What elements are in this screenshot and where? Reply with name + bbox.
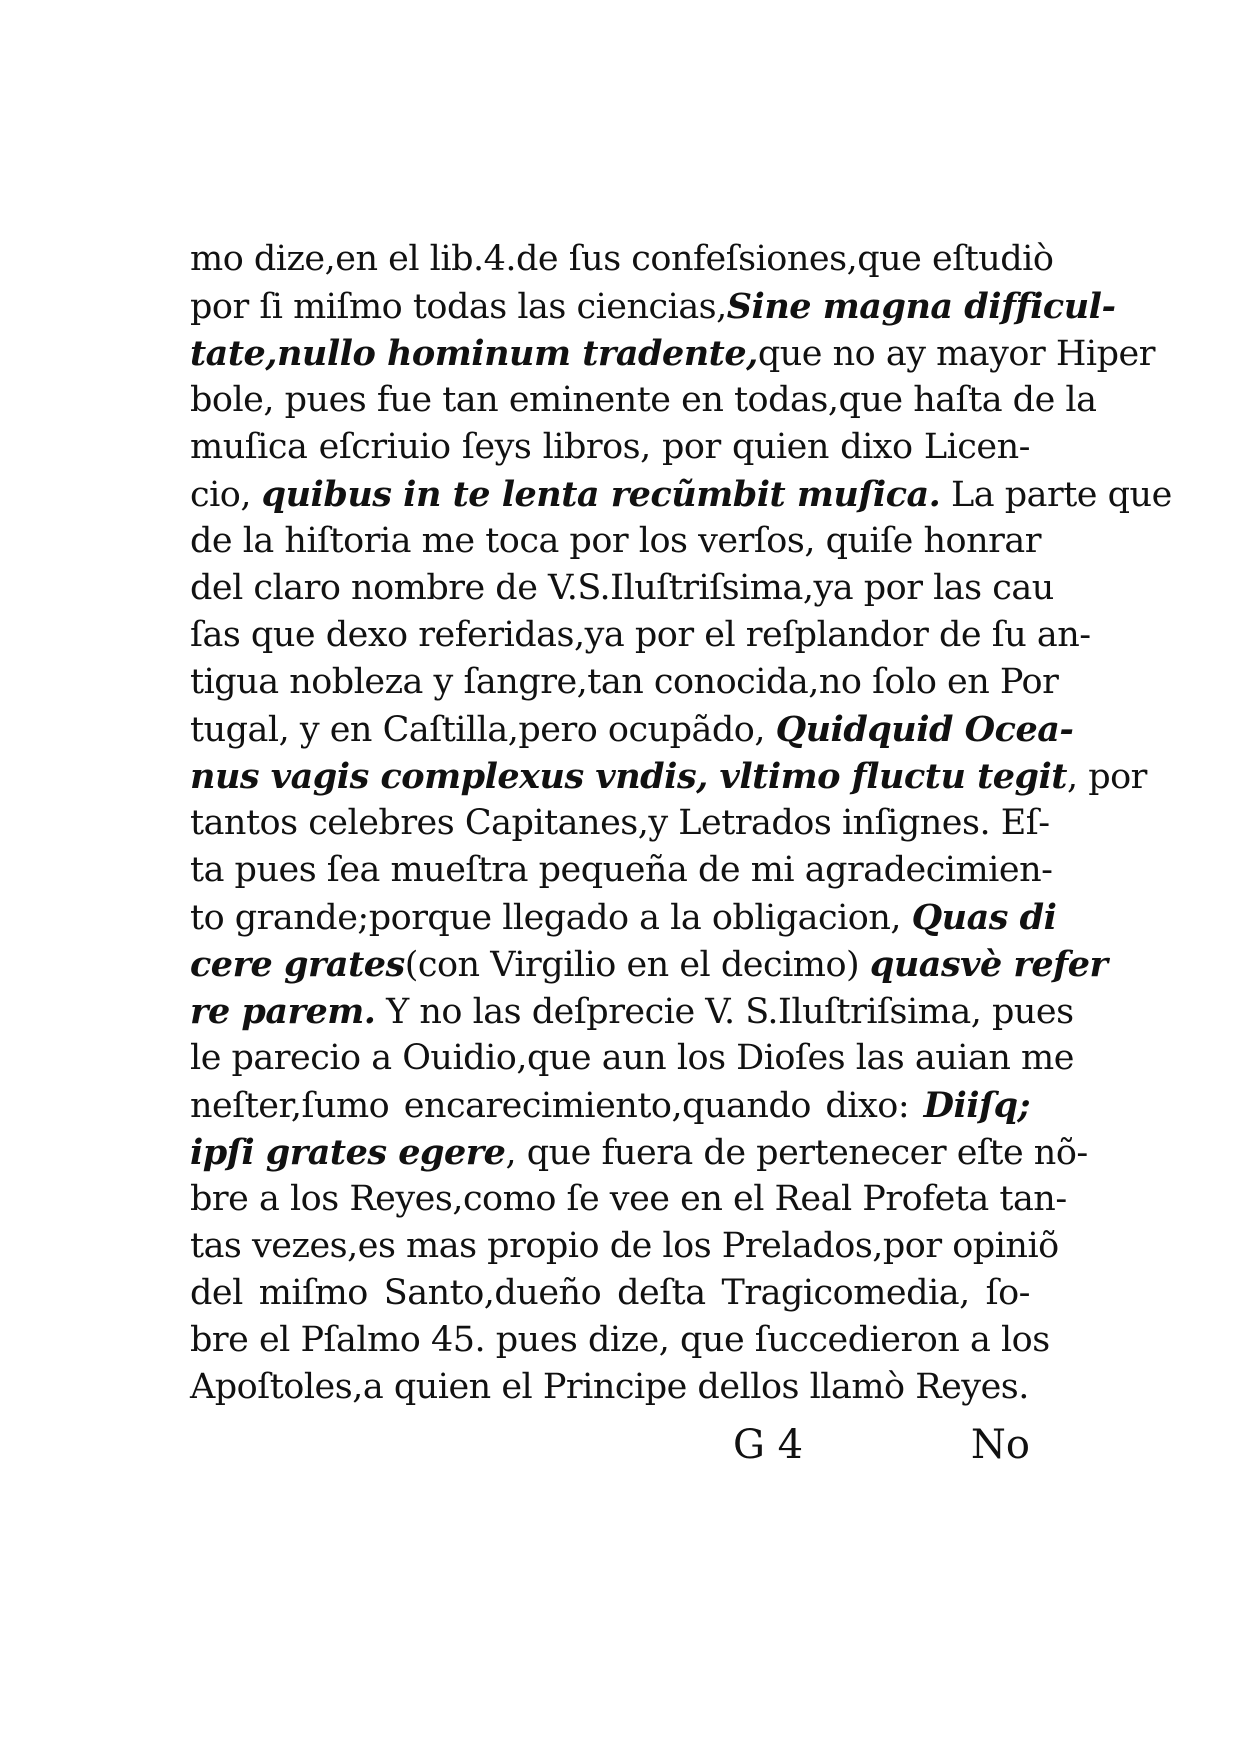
text-segment: tantos celebres Capitanes,y Letrados inſignes. Eſ- bbox=[190, 803, 1050, 843]
text-segment: que no ay mayor Hiper bbox=[757, 334, 1155, 374]
text-segment: neſter,ſumo encarecimiento,quando dixo: bbox=[190, 1086, 924, 1126]
text-segment: mo dize,en el lib.4.de ſus confeſsiones,que eſtudiò bbox=[190, 239, 1054, 279]
text-line bbox=[190, 1270, 1030, 1317]
text-segment: de la hiſtoria me toca por los verſos, quiſe honrar bbox=[190, 521, 1041, 561]
text-line bbox=[190, 1082, 1030, 1129]
text-segment: Apoſtoles,a quien el Principe dellos llamò Reyes. bbox=[190, 1367, 1029, 1407]
text-line bbox=[190, 706, 1074, 753]
text-segment: tas vezes,es mas propio de los Prelados,por opiniõ bbox=[190, 1226, 1059, 1266]
text-line bbox=[190, 1129, 1088, 1176]
text-segment: tigua nobleza y ſangre,tan conocida,no ſolo en Por bbox=[190, 662, 1059, 702]
text-segment: del miſmo Santo,dueño deſta Tragicomedia, ſo- bbox=[190, 1273, 1030, 1313]
text-segment: ta pues ſea mueſtra pequeña de mi agradecimien- bbox=[190, 850, 1053, 890]
text-segment: bole, pues fue tan eminente en todas,que haſta de la bbox=[190, 380, 1097, 420]
text-line bbox=[190, 330, 1155, 377]
text-line bbox=[190, 236, 1054, 283]
latin-quote: Diiſq; bbox=[923, 1085, 1030, 1126]
text-segment: to grande;porque llegado a la obligacion, bbox=[190, 898, 912, 938]
text-line bbox=[190, 1223, 1059, 1270]
text-segment: , por bbox=[1066, 757, 1147, 797]
text-line bbox=[190, 612, 1091, 659]
body-text bbox=[190, 236, 1172, 1411]
text-line bbox=[190, 659, 1059, 706]
text-segment: Y no las deſprecie V. S.Iluſtriſsima, pues bbox=[375, 992, 1074, 1032]
page-footer bbox=[190, 1422, 1030, 1482]
text-segment: bre a los Reyes,como ſe vee en el Real Profeta tan- bbox=[190, 1179, 1067, 1219]
text-line bbox=[190, 1176, 1067, 1223]
latin-quote: re parem. bbox=[190, 991, 376, 1032]
latin-quote: Quas di bbox=[911, 897, 1057, 938]
text-line bbox=[190, 283, 1116, 330]
text-segment: (con Virgilio en el decimo) bbox=[404, 945, 870, 985]
text-line bbox=[190, 894, 1057, 941]
text-segment: cio, bbox=[190, 475, 262, 515]
catchword: No bbox=[970, 1422, 1030, 1468]
text-line bbox=[190, 518, 1041, 565]
text-segment: muſica eſcriuio ſeys libros, por quien dixo Licen- bbox=[190, 427, 1030, 467]
text-segment: , que fuera de pertenecer eſte nõ- bbox=[505, 1133, 1088, 1173]
text-segment: ſas que dexo referidas,ya por el reſplandor de ſu an- bbox=[190, 615, 1091, 655]
text-line bbox=[190, 1364, 1030, 1411]
text-line bbox=[190, 565, 1054, 612]
text-line bbox=[190, 377, 1097, 424]
latin-quote: Quidquid Ocea- bbox=[775, 709, 1074, 750]
text-segment: bre el Pſalmo 45. pues dize, que ſuccedieron a los bbox=[190, 1320, 1050, 1360]
text-line bbox=[190, 847, 1053, 894]
latin-quote: quibus in te lenta recũmbit muſica. bbox=[261, 474, 941, 515]
text-line bbox=[190, 424, 1030, 471]
latin-quote: tate,nullo hominum tradente, bbox=[190, 333, 758, 374]
latin-quote: Sine magna difficul- bbox=[726, 286, 1116, 327]
text-line bbox=[190, 941, 1108, 988]
text-segment: del claro nombre de V.S.Iluſtriſsima,ya por las cau bbox=[190, 568, 1054, 608]
latin-quote: quasvè refer bbox=[869, 944, 1108, 985]
text-segment: La parte que bbox=[940, 475, 1172, 515]
latin-quote: cere grates bbox=[190, 944, 405, 985]
text-segment: por ſi miſmo todas las ciencias, bbox=[190, 287, 727, 327]
latin-quote: nus vagis complexus vndis, vltimo fluctu tegit bbox=[190, 756, 1067, 797]
latin-quote: ipſi grates egere bbox=[190, 1132, 506, 1173]
text-segment: le parecio a Ouidio,que aun los Dioſes las auian me bbox=[190, 1038, 1074, 1078]
text-line bbox=[190, 1317, 1050, 1364]
signature-mark: G 4 bbox=[733, 1422, 804, 1468]
text-line bbox=[190, 1035, 1074, 1082]
text-line bbox=[190, 471, 1172, 518]
text-line bbox=[190, 800, 1050, 847]
text-line bbox=[190, 988, 1074, 1035]
text-line bbox=[190, 753, 1147, 800]
text-segment: tugal, y en Caſtilla,pero ocupãdo, bbox=[190, 710, 776, 750]
